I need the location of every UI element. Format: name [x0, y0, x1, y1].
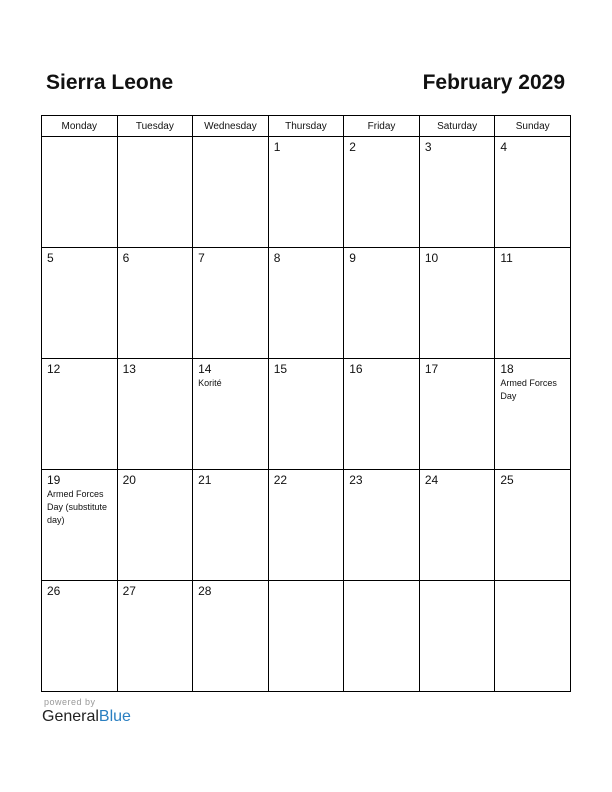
day-number: 2: [349, 140, 356, 154]
day-cell: [344, 248, 420, 359]
day-number: 28: [198, 584, 212, 598]
day-cell: [419, 470, 495, 581]
day-number: 5: [47, 251, 54, 265]
day-number: 7: [198, 251, 205, 265]
day-number: 11: [500, 251, 513, 265]
day-number: 23: [349, 473, 363, 487]
powered-by-text: powered by: [44, 697, 96, 707]
day-cell: [193, 248, 269, 359]
day-number: 27: [122, 584, 136, 598]
day-cell: [117, 581, 193, 692]
day-number: 13: [122, 362, 136, 376]
day-number: 22: [273, 473, 288, 487]
country-title: Sierra Leone: [46, 71, 174, 94]
day-cell: [117, 248, 193, 359]
day-number: 16: [349, 362, 363, 376]
day-cell: [419, 359, 495, 470]
day-number: 6: [122, 251, 130, 265]
day-number: 18: [500, 362, 514, 376]
day-number: 24: [424, 473, 439, 487]
day-number: 3: [424, 140, 432, 154]
day-cell: [268, 248, 344, 359]
day-cell: [495, 137, 571, 248]
day-cell: [419, 248, 495, 359]
day-cell: [42, 137, 118, 248]
day-cell: [344, 470, 420, 581]
day-number: 10: [424, 251, 439, 265]
weekday-header: Thursday: [268, 116, 344, 137]
day-number: 17: [424, 362, 439, 376]
weekday-header: Saturday: [419, 116, 495, 137]
day-number: 4: [500, 140, 508, 154]
weekday-header: Tuesday: [117, 116, 193, 137]
day-cell: [268, 137, 344, 248]
logo-general-text: General: [42, 708, 99, 725]
day-cell: [344, 137, 420, 248]
day-cell: [193, 137, 269, 248]
weekday-header: Sunday: [495, 116, 571, 137]
day-cell: [495, 470, 571, 581]
day-cell: [117, 359, 193, 470]
day-number: 21: [198, 473, 212, 487]
weekday-header: Monday: [42, 116, 118, 137]
week-row: [42, 359, 571, 470]
day-cell: [419, 137, 495, 248]
day-number: 25: [500, 473, 514, 487]
calendar-grid: [41, 115, 571, 692]
day-number: 14: [198, 362, 212, 376]
weekday-header-row: [42, 116, 571, 137]
day-cell: [495, 248, 571, 359]
day-number: 8: [273, 251, 281, 265]
day-cell: [193, 581, 269, 692]
day-number: 19: [47, 473, 61, 487]
day-number: 12: [47, 362, 61, 376]
month-year-title: February 2029: [422, 71, 565, 94]
weekday-header: Wednesday: [193, 116, 269, 137]
day-number: 26: [47, 584, 61, 598]
day-number: 15: [273, 362, 288, 376]
day-cell: [42, 470, 118, 581]
logo-blue-text: Blue: [98, 708, 131, 725]
day-cell: [117, 137, 193, 248]
generalblue-logo[interactable]: [42, 708, 131, 726]
weekday-header: Friday: [344, 116, 420, 137]
week-row: [42, 470, 571, 581]
week-row: [42, 248, 571, 359]
week-row: [42, 581, 571, 692]
day-cell: [117, 470, 193, 581]
holiday-label: Armed Forces Day: [500, 378, 557, 401]
week-row: [42, 137, 571, 248]
day-cell: [42, 581, 118, 692]
day-number: 20: [122, 473, 136, 487]
day-cell: [268, 581, 344, 692]
holiday-label: Armed Forces Day (substitute day): [47, 489, 108, 525]
day-cell: [42, 359, 118, 470]
day-cell: [193, 470, 269, 581]
day-cell: [268, 359, 344, 470]
day-cell: [193, 359, 269, 470]
day-cell: [344, 359, 420, 470]
day-cell: [495, 581, 571, 692]
day-cell: [419, 581, 495, 692]
day-cell: [344, 581, 420, 692]
day-number: 9: [349, 251, 356, 265]
day-cell: [495, 359, 571, 470]
day-number: 1: [273, 140, 281, 154]
holiday-label: Korité: [198, 378, 222, 388]
day-cell: [42, 248, 118, 359]
day-cell: [268, 470, 344, 581]
